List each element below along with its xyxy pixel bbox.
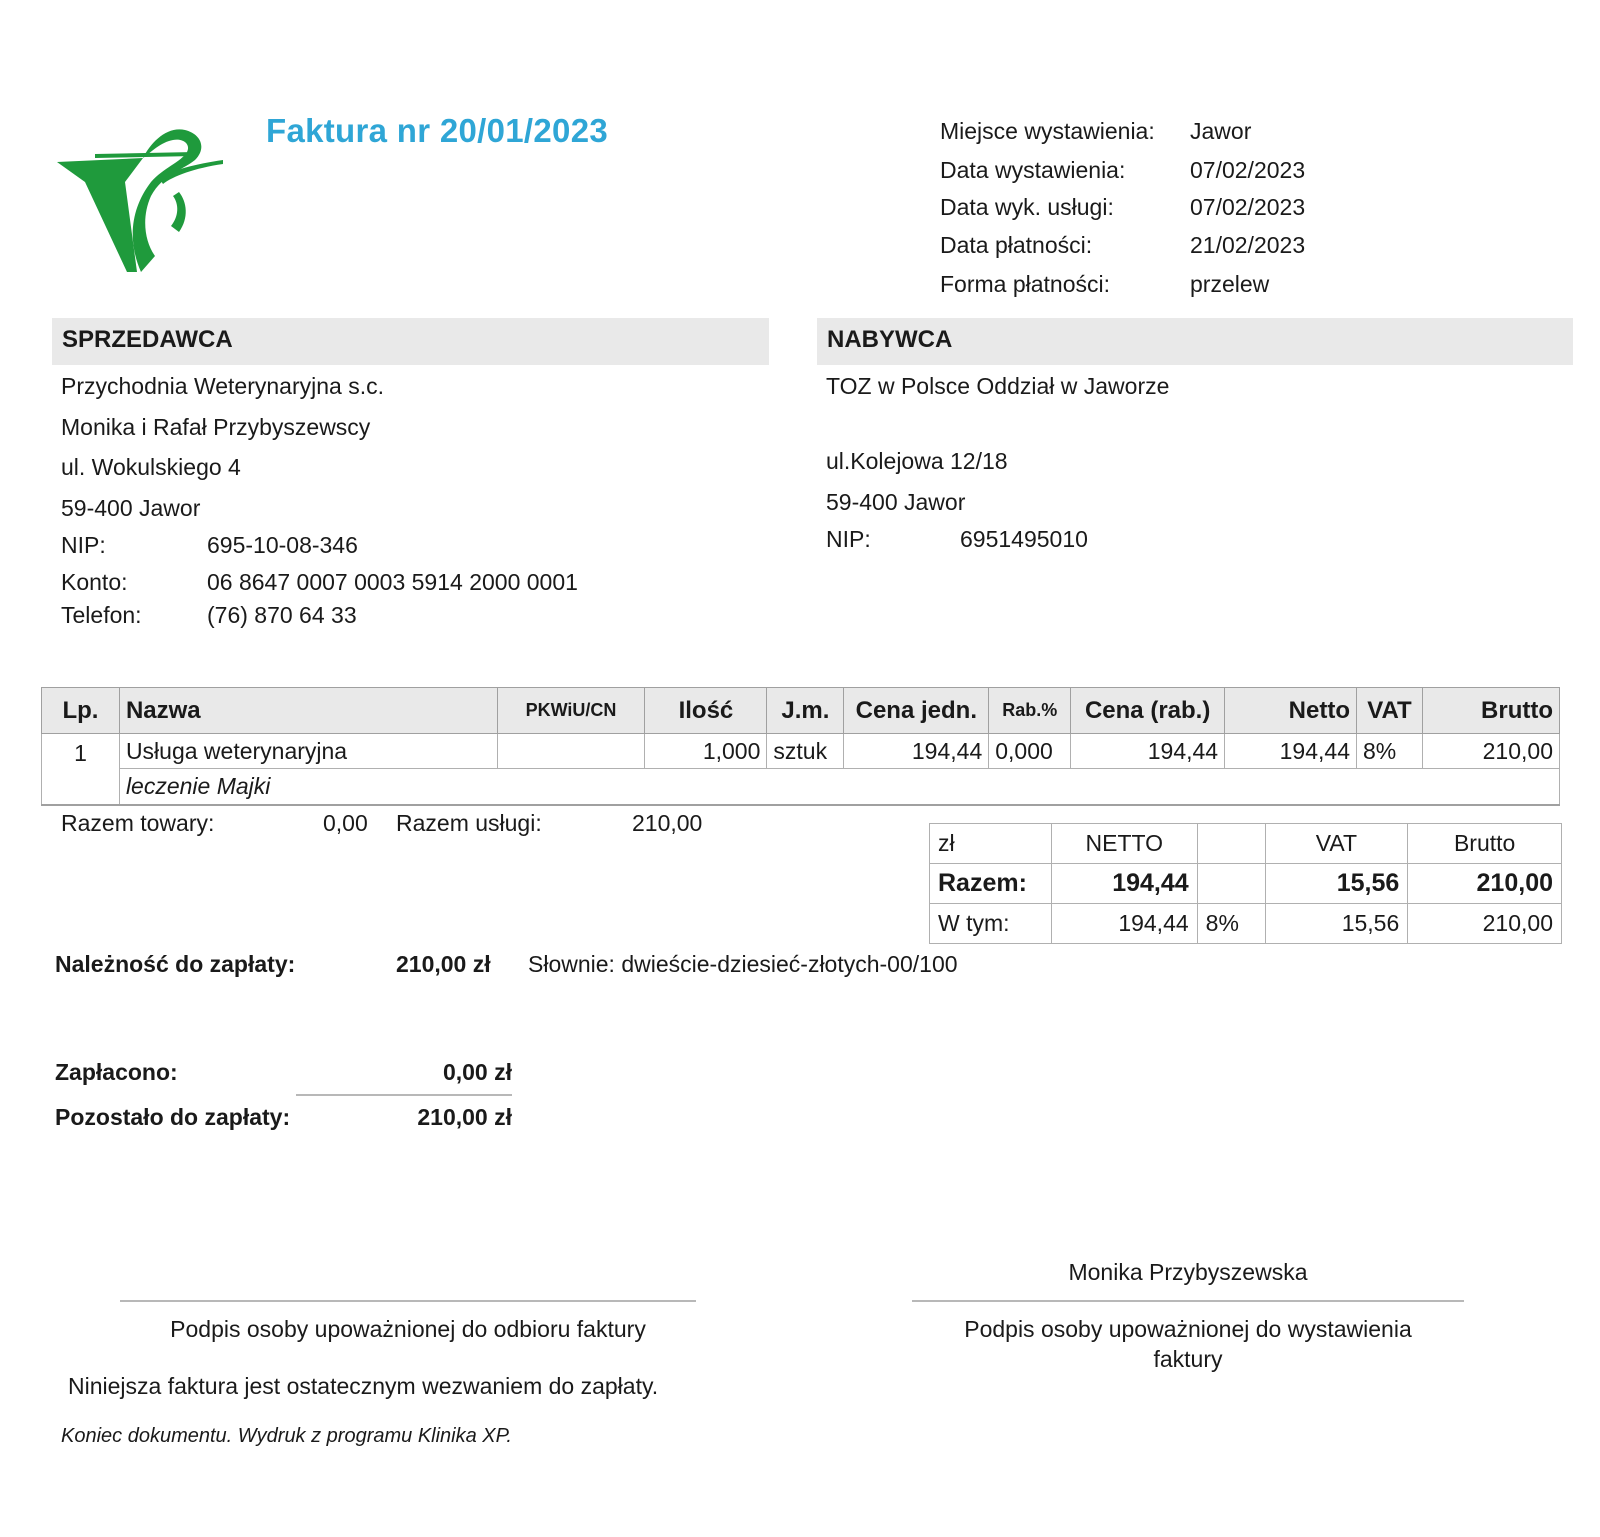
- remaining-amount: 210,00 zł: [417, 1104, 512, 1130]
- issuer-signature-caption: Podpis osoby upoważnionej do wystawienia faktury: [964, 1316, 1412, 1372]
- summary-h-gross: Brutto: [1408, 824, 1562, 864]
- seller-account-label: Konto:: [61, 569, 128, 595]
- item-pkwiu: [497, 734, 645, 769]
- meta-value-service-date: 07/02/2023: [1190, 194, 1306, 220]
- meta-value-payment-method: przelew: [1190, 271, 1270, 297]
- meta-label-issue-date: Data wystawienia:: [940, 157, 1126, 183]
- item-vat: 8%: [1357, 734, 1423, 769]
- summary-incl-vat: 15,56: [1265, 904, 1408, 944]
- meta-value-place: Jawor: [1190, 118, 1252, 144]
- seller-heading: SPRZEDAWCA: [52, 318, 769, 365]
- item-unit-price: 194,44: [844, 734, 989, 769]
- col-vat: VAT: [1357, 688, 1423, 734]
- summary-total-row: [930, 864, 1562, 904]
- table-row-note: [42, 769, 1560, 805]
- services-total: 210,00: [632, 810, 703, 836]
- summary-incl-row: [930, 904, 1562, 944]
- item-qty: 1,000: [645, 734, 767, 769]
- paid-amount: 0,00 zł: [442, 1059, 512, 1085]
- col-lp: Lp.: [42, 688, 120, 734]
- summary-total-gross: 210,00: [1408, 864, 1562, 904]
- invoice-title: Faktura nr 20/01/2023: [266, 112, 609, 149]
- receiver-signature-caption: Podpis osoby upoważnionej do odbioru faktury: [170, 1316, 646, 1342]
- buyer-nip-label: NIP:: [826, 526, 871, 552]
- col-qty: Ilość: [645, 688, 767, 734]
- summary-currency: zł: [930, 824, 1052, 864]
- vat-summary-table: [929, 823, 1562, 944]
- item-lp: 1: [42, 734, 120, 805]
- remaining-label: Pozostało do zapłaty:: [55, 1104, 291, 1130]
- summary-h-rate: [1197, 824, 1265, 864]
- summary-incl-rate: 8%: [1197, 904, 1265, 944]
- item-gross: 210,00: [1422, 734, 1559, 769]
- goods-total-label: Razem towary:: [61, 810, 215, 836]
- summary-incl-label: W tym:: [930, 904, 1052, 944]
- final-notice: Niniejsza faktura jest ostatecznym wezwaniem do zapłaty.: [68, 1373, 659, 1399]
- seller-phone: (76) 870 64 33: [207, 602, 357, 628]
- col-discount: Rab.%: [989, 688, 1071, 734]
- seller-phone-label: Telefon:: [61, 602, 142, 628]
- item-net: 194,44: [1225, 734, 1357, 769]
- seller-account: 06 8647 0007 0003 5914 2000 0001: [207, 569, 578, 595]
- buyer-name: TOZ w Polsce Oddział w Jaworze: [826, 373, 1170, 399]
- services-total-label: Razem usługi:: [396, 810, 542, 836]
- items-header-row: [42, 688, 1560, 734]
- summary-incl-gross: 210,00: [1408, 904, 1562, 944]
- receiver-signature-line: [120, 1300, 696, 1302]
- amount-due: 210,00 zł: [396, 951, 491, 977]
- paid-underline: [296, 1094, 512, 1096]
- seller-nip-label: NIP:: [61, 532, 106, 558]
- items-table: [41, 687, 1560, 806]
- seller-nip: 695-10-08-346: [207, 532, 358, 558]
- summary-total-rate: [1197, 864, 1265, 904]
- item-note: leczenie Majki: [119, 769, 1559, 805]
- buyer-heading: NABYWCA: [817, 318, 1573, 365]
- goods-total: 0,00: [323, 810, 368, 836]
- seller-line-name: Przychodnia Weterynaryjna s.c.: [61, 373, 384, 399]
- amount-in-words: Słownie: dwieście-dziesieć-złotych-00/100: [528, 951, 958, 977]
- clinic-logo: [55, 122, 225, 282]
- paid-label: Zapłacono:: [55, 1059, 178, 1085]
- meta-value-issue-date: 07/02/2023: [1190, 157, 1306, 183]
- summary-header-row: [930, 824, 1562, 864]
- buyer-street: ul.Kolejowa 12/18: [826, 448, 1008, 474]
- col-unit: J.m.: [767, 688, 844, 734]
- item-name: Usługa weterynaryjna: [119, 734, 497, 769]
- meta-value-payment-date: 21/02/2023: [1190, 232, 1306, 258]
- col-net: Netto: [1225, 688, 1357, 734]
- amount-due-label: Należność do zapłaty:: [55, 951, 296, 977]
- summary-total-net: 194,44: [1051, 864, 1197, 904]
- buyer-nip: 6951495010: [960, 526, 1088, 552]
- col-discounted-price: Cena (rab.): [1071, 688, 1225, 734]
- item-discount: 0,000: [989, 734, 1071, 769]
- summary-h-vat: VAT: [1265, 824, 1408, 864]
- col-name: Nazwa: [119, 688, 497, 734]
- col-unit-price: Cena jedn.: [844, 688, 989, 734]
- item-discounted-price: 194,44: [1071, 734, 1225, 769]
- issuer-signature-line: [912, 1300, 1464, 1302]
- seller-line-city: 59-400 Jawor: [61, 495, 201, 521]
- col-pkwiu: PKWiU/CN: [497, 688, 645, 734]
- summary-h-net: NETTO: [1051, 824, 1197, 864]
- meta-label-payment-method: Forma płatności:: [940, 271, 1111, 297]
- item-unit: sztuk: [767, 734, 844, 769]
- table-row: [42, 734, 1560, 769]
- issuer-name: Monika Przybyszewska: [1068, 1259, 1308, 1285]
- summary-total-vat: 15,56: [1265, 864, 1408, 904]
- buyer-city: 59-400 Jawor: [826, 489, 966, 515]
- seller-line-owners: Monika i Rafał Przybyszewscy: [61, 414, 371, 440]
- seller-line-street: ul. Wokulskiego 4: [61, 454, 241, 480]
- meta-label-payment-date: Data płatności:: [940, 232, 1093, 258]
- summary-total-label: Razem:: [930, 864, 1052, 904]
- document-end: Koniec dokumentu. Wydruk z programu Klinika XP.: [61, 1425, 512, 1447]
- summary-incl-net: 194,44: [1051, 904, 1197, 944]
- meta-label-place: Miejsce wystawienia:: [940, 118, 1155, 144]
- col-gross: Brutto: [1422, 688, 1559, 734]
- meta-label-service-date: Data wyk. usługi:: [940, 194, 1114, 220]
